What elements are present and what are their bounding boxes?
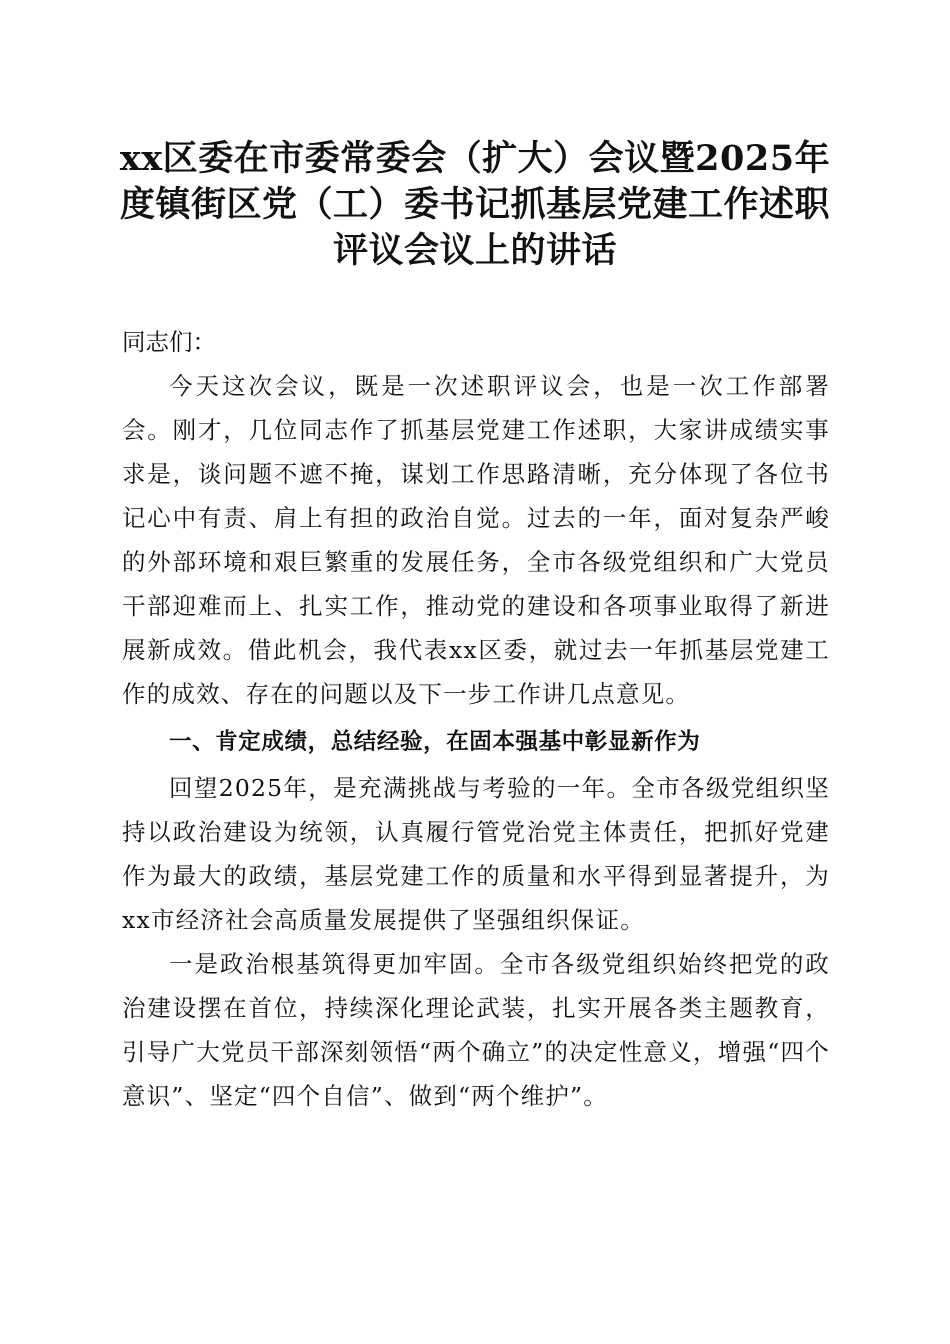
section-heading-1: 一、肯定成绩，总结经验，在固本强基中彰显新作为: [169, 729, 701, 755]
paragraph-intro: 今天这次会议，既是一次述职评议会，也是一次工作部署会。刚才，几位同志作了抓基层党建工作述职，大家讲成绩实事求是，谈问题不遮不掩，谋划工作思路清晰，充分体现了各位书记心中有责、肩上有担的政治自觉。过去的一年，面对复杂严峻的外部环境和艰巨繁重的发展任务，全市各级党组织和广大党员干部迎难而上、扎实工作，推动党的建设和各项事业取得了新进展新成效。借此机会，我代表xx区委，就过去一年抓基层党建工作的成效、存在的问题以及下一步工作讲几点意见。: [122, 372, 830, 708]
paragraph-review: 回望2025年，是充满挑战与考验的一年。全市各级党组织坚持以政治建设为统领，认真履行管党治党主体责任，把抓好党建作为最大的政绩，基层党建工作的质量和水平得到显著提升，为xx市经济社会高质量发展提供了坚强组织保证。: [122, 774, 830, 934]
paragraph-rest-text: 全市各级党组织始终把党的政治建设摆在首位，持续深化理论武装，扎实开展各类主题教育，引导广大党员干部深刻领悟“两个确立”的决定性意义，增强“四个意识”、坚定“四个自信”、做到“两个维护”。: [122, 950, 830, 1110]
title-line-3: 评议会议上的讲话: [332, 230, 617, 271]
title-line-1: xx区委在市委常委会（扩大）会议暨2025年: [119, 138, 831, 179]
title-line-2: 度镇街区党（工）委书记抓基层党建工作述职: [119, 184, 830, 225]
document-title: [100, 136, 850, 274]
greeting: 同志们：: [122, 328, 216, 356]
document-body: [122, 320, 830, 1118]
paragraph-political-foundation: [122, 942, 830, 1118]
paragraph-lead-phrase: 一是政治根基筑得更加牢固。: [169, 950, 500, 978]
